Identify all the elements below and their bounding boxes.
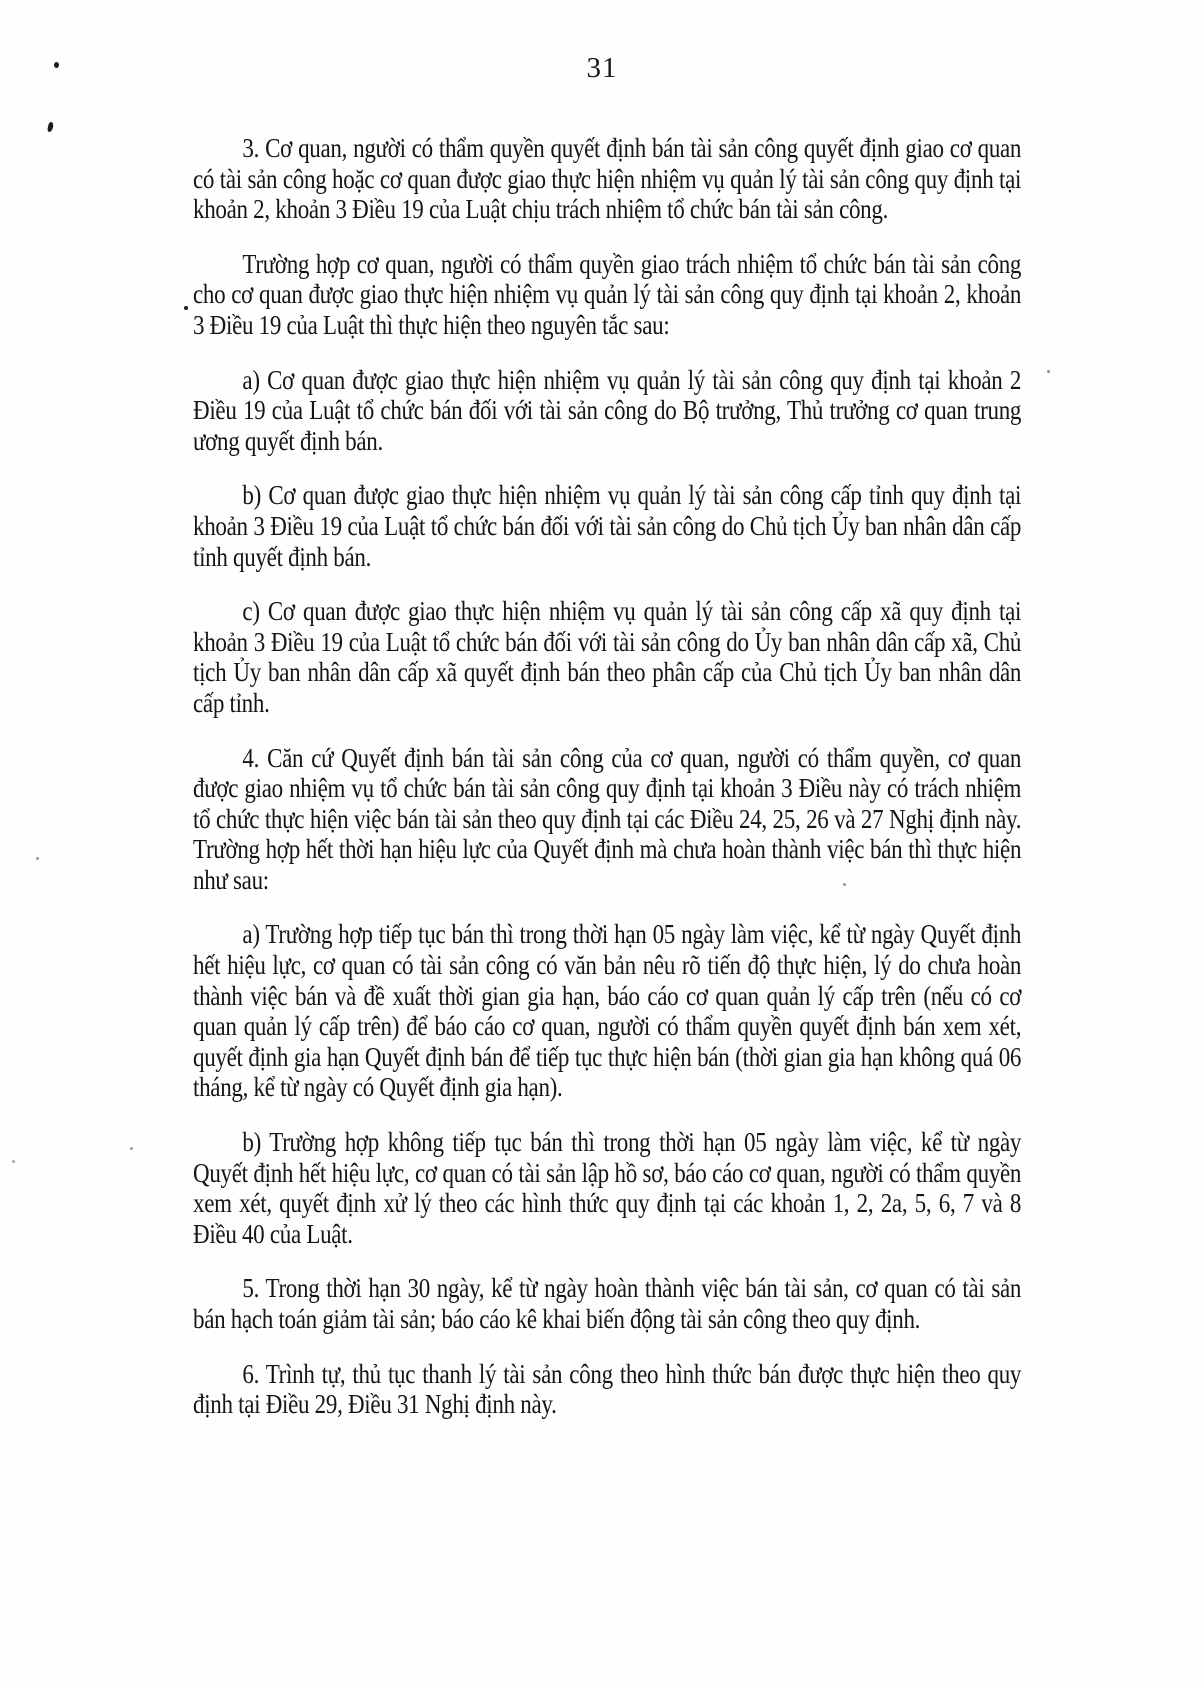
paragraph-point-c1: c) Cơ quan được giao thực hiện nhiệm vụ quản lý tài sản công cấp xã quy định tại khoản 3 Điều 19 của Luật tổ chức bán đối với tài sản công do Ủy ban nhân dân cấp xã, Chủ tịch Ủy ban nhân dân cấp xã quyết định bán theo phân cấp của Chủ tịch Ủy ban nhân dân cấp tỉnh. [193,596,1022,718]
scan-speck [184,306,188,310]
paragraph-point-b1: b) Cơ quan được giao thực hiện nhiệm vụ quản lý tài sản công cấp tỉnh quy định tại khoản 3 Điều 19 của Luật tổ chức bán đối với tài sản công do Chủ tịch Ủy ban nhân dân cấp tỉnh quyết định bán. [193,480,1022,572]
paragraph-clause-5: 5. Trong thời hạn 30 ngày, kể từ ngày hoàn thành việc bán tài sản, cơ quan có tài sản bán hạch toán giảm tài sản; báo cáo kê khai biến động tài sản công theo quy định. [193,1273,1022,1334]
scan-speck [1047,370,1050,373]
document-body [193,133,1021,1444]
scan-speck [54,62,59,68]
paragraph-clause-3-case: Trường hợp cơ quan, người có thẩm quyền giao trách nhiệm tổ chức bán tài sản công cho cơ quan được giao thực hiện nhiệm vụ quản lý tài sản công quy định tại khoản 2, khoản 3 Điều 19 của Luật thì thực hiện theo nguyên tắc sau: [193,248,1022,340]
paragraph-clause-4: 4. Căn cứ Quyết định bán tài sản công của cơ quan, người có thẩm quyền, cơ quan được giao nhiệm vụ tổ chức bán tài sản công quy định tại khoản 3 Điều này có trách nhiệm tổ chức thực hiện việc bán tài sản theo quy định tại các Điều 24, 25, 26 và 27 Nghị định này. Trường hợp hết thời hạn hiệu lực của Quyết định mà chưa hoàn thành việc bán thì thực hiện như sau: [193,742,1022,895]
scan-speck [130,1147,133,1150]
scan-speck [36,857,39,860]
scan-speck [47,122,54,133]
paragraph-clause-3: 3. Cơ quan, người có thẩm quyền quyết định bán tài sản công quyết định giao cơ quan có tài sản công hoặc cơ quan được giao thực hiện nhiệm vụ quản lý tài sản công quy định tại khoản 2, khoản 3 Điều 19 của Luật chịu trách nhiệm tổ chức bán tài sản công. [193,133,1022,225]
scan-speck [12,1160,15,1163]
paragraph-point-b2: b) Trường hợp không tiếp tục bán thì trong thời hạn 05 ngày làm việc, kể từ ngày Quyết định hết hiệu lực, cơ quan có tài sản lập hồ sơ, báo cáo cơ quan, người có thẩm quyền xem xét, quyết định xử lý theo các hình thức quy định tại các khoản 1, 2, 2a, 5, 6, 7 và 8 Điều 40 của Luật. [193,1127,1022,1249]
paragraph-clause-6: 6. Trình tự, thủ tục thanh lý tài sản công theo hình thức bán được thực hiện theo quy định tại Điều 29, Điều 31 Nghị định này. [193,1358,1022,1420]
page-number: 31 [586,52,618,84]
paragraph-point-a1: a) Cơ quan được giao thực hiện nhiệm vụ quản lý tài sản công quy định tại khoản 2 Điều 19 của Luật tổ chức bán đối với tài sản công do Bộ trưởng, Thủ trưởng cơ quan trung ương quyết định bán. [193,364,1022,456]
paragraph-point-a2: a) Trường hợp tiếp tục bán thì trong thời hạn 05 ngày làm việc, kể từ ngày Quyết định hết hiệu lực, cơ quan có tài sản công có văn bản nêu rõ tiến độ thực hiện, lý do chưa hoàn thành việc bán và đề xuất thời gian gia hạn, báo cáo cơ quan quản lý cấp trên (nếu có cơ quan quản lý cấp trên) để báo cáo cơ quan, người có thẩm quyền quyết định bán xem xét, quyết định gia hạn Quyết định bán để tiếp tục thực hiện bán (thời gian gia hạn không quá 06 tháng, kể từ ngày có Quyết định gia hạn). [193,919,1022,1103]
